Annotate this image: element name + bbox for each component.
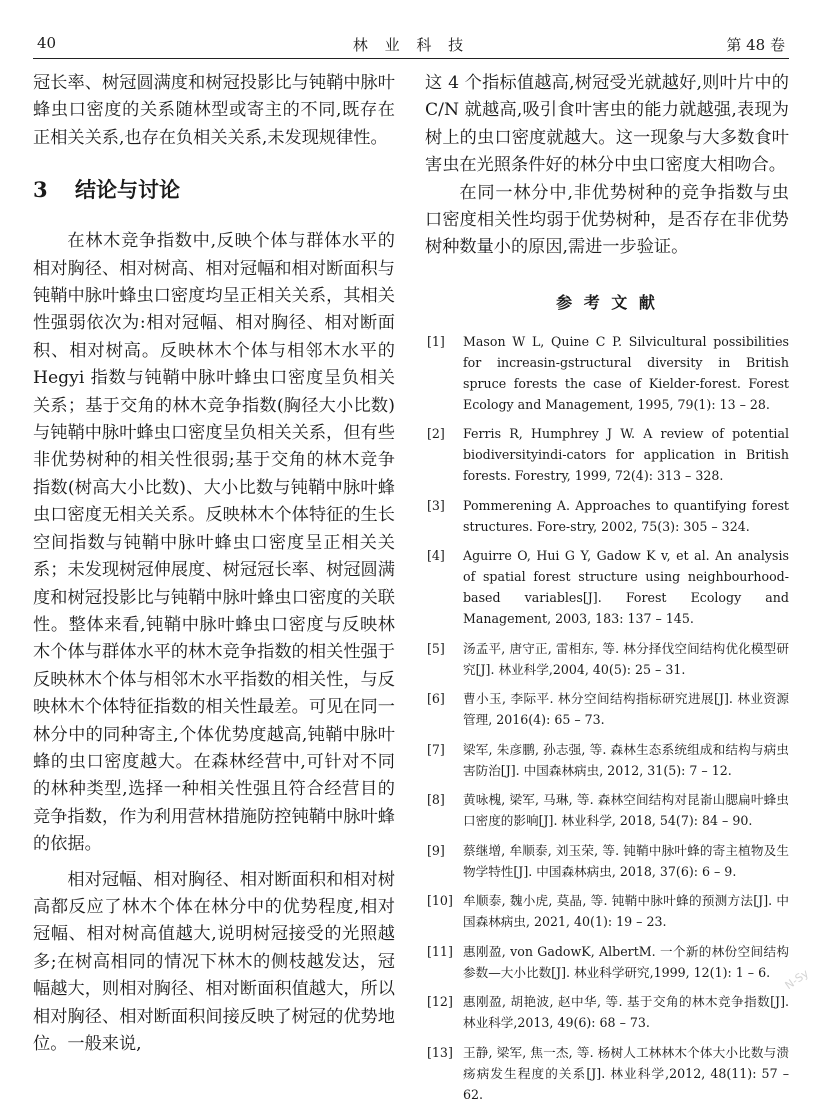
reference-item bbox=[425, 495, 789, 537]
reference-item bbox=[425, 991, 789, 1033]
reference-text: Pommerening A. Approaches to quantifying forest structures. Fore-stry, 2002, 75(3): 305 – 324. bbox=[463, 497, 789, 534]
reference-item bbox=[425, 1042, 789, 1105]
reference-item bbox=[425, 941, 789, 983]
reference-list bbox=[425, 331, 789, 1105]
reference-number: [1] bbox=[427, 333, 445, 349]
reference-text: 惠刚盈, von GadowK, AlbertM. 一个新的林份空间结构参数—大小比数[J]. 林业科学研究,1999, 12(1): 1 – 6. bbox=[463, 943, 789, 980]
right-column bbox=[425, 70, 789, 1113]
reference-number: [5] bbox=[427, 640, 445, 656]
reference-number: [13] bbox=[427, 1044, 453, 1060]
section-number: 3 bbox=[33, 177, 48, 203]
reference-number: [4] bbox=[427, 548, 445, 564]
reference-number: [6] bbox=[427, 691, 445, 707]
reference-text: 王静, 梁军, 焦一杰, 等. 杨树人工林林木个体大小比数与溃疡病发生程度的关系[J]. 林业科学,2012, 48(11): 57 – 62. bbox=[463, 1044, 789, 1102]
reference-text: 黄咏槐, 梁军, 马琳, 等. 森林空间结构对昆嵛山腮扁叶蜂虫口密度的影响[J]. 林业科学, 2018, 54(7): 84 – 90. bbox=[463, 792, 789, 829]
reference-text: 惠刚盈, 胡艳波, 赵中华, 等. 基于交角的林木竞争指数[J]. 林业科学,2013, 49(6): 68 – 73. bbox=[463, 994, 789, 1031]
section-title: 结论与讨论 bbox=[75, 177, 180, 203]
reference-number: [7] bbox=[427, 741, 445, 757]
volume-label: 第 48 卷 bbox=[726, 36, 785, 54]
reference-item bbox=[425, 545, 789, 629]
paragraph-conclusion: 在林木竞争指数中,反映个体与群体水平的相对胸径、相对树高、相对冠幅和相对断面积与钝鞘中脉叶蜂虫口密度均呈正相关关系，其相关性强弱依次为:相对冠幅、相对胸径、相对断面积、相对树高。反映林木个体与相邻木水平的 Hegyi 指数与钝鞘中脉叶蜂虫口密度呈负相关关系；基于交角的林木竞争指数(胸径大小比数)与钝鞘中脉叶蜂虫口密度呈负相关关系，但有些非优势树种的相关性很弱;基于交角的林木竞争指数(树高大小比数)、大小比数与钝鞘中脉叶蜂虫口密度无相关关系。反映林木个体特征的生长空间指数与钝鞘中脉叶蜂虫口密度呈正相关关系；未发现树冠伸展度、树冠冠长率、树冠圆满度和树冠投影比与钝鞘中脉叶蜂虫口密度的关联性。整体来看,钝鞘中脉叶蜂虫口密度与反映林木个体与群体水平的林木竞争指数的相关性强于反映林木个体与相邻木水平指数的相关性，与反映林木个体特征指数的相关性最差。可见在同一林分中的同种寄主,个体优势度越高,钝鞘中脉叶蜂的虫口密度越大。在森林经营中,可针对不同的林种类型,选择一种相关性强且符合经营目的竞争指数，作为利用营林措施防控钝鞘中脉叶蜂的依据。 bbox=[33, 231, 395, 855]
paragraph-continued: 冠长率、树冠圆满度和树冠投影比与钝鞘中脉叶蜂虫口密度的关系随林型或寄主的不同,既存在正相关关系,也存在负相关关系,未发现规律性。 bbox=[33, 73, 395, 148]
reference-item bbox=[425, 331, 789, 415]
reference-text: Ferris R, Humphrey J W. A review of potential biodiversityindi-cators for application in British forests. Forestry, 1999, 72(4): 313 – 328. bbox=[463, 426, 789, 484]
paragraph-discussion: 相对冠幅、相对胸径、相对断面积和相对树高都反应了林木个体在林分中的优势程度,相对冠幅、相对树高值越大,说明树冠接受的光照越多;在树高相同的情况下林木的侧枝越发达，冠幅越大，则相对胸径、相对断面积值越大，所以相对胸径、相对断面积间接反映了树冠的优势地位。一般来说, bbox=[33, 869, 395, 1054]
section-heading bbox=[33, 166, 395, 214]
reference-text: 蔡继增, 牟顺泰, 刘玉荣, 等. 钝鞘中脉叶蜂的寄主植物及生物学特性[J]. 中国森林病虫, 2018, 37(6): 6 – 9. bbox=[463, 842, 789, 879]
reference-item bbox=[425, 638, 789, 680]
reference-number: [12] bbox=[427, 994, 453, 1010]
reference-number: [9] bbox=[427, 842, 445, 858]
reference-item bbox=[425, 688, 789, 730]
page-header bbox=[33, 30, 789, 59]
reference-text: Mason W L, Quine C P. Silvicultural possibilities for increasin-gstructural diversity in British spruce forests the case of Kielder-forest. Forest Ecology and Management, 1995, 79(1): 13 – 28. bbox=[463, 333, 789, 412]
reference-text: Aguirre O, Hui G Y, Gadow K v, et al. An analysis of spatial forest structure using neighbourhood-based variables[J]. Forest Ecology and Management, 2003, 183: 137 – 145. bbox=[463, 548, 789, 627]
reference-item bbox=[425, 739, 789, 781]
reference-text: 曹小玉, 李际平. 林分空间结构指标研究进展[J]. 林业资源管理, 2016(4): 65 – 73. bbox=[463, 691, 789, 728]
paragraph-nondominant: 在同一林分中,非优势树种的竞争指数与虫口密度相关性均弱于优势树种，是否存在非优势树种数量小的原因,需进一步验证。 bbox=[425, 182, 789, 258]
reference-text: 汤孟平, 唐守正, 雷相东, 等. 林分择伐空间结构优化模型研究[J]. 林业科学,2004, 40(5): 25 – 31. bbox=[463, 640, 789, 677]
page-number: 40 bbox=[37, 34, 57, 52]
reference-item bbox=[425, 789, 789, 831]
watermark-text: N-Sy bbox=[782, 966, 812, 993]
reference-number: [10] bbox=[427, 893, 453, 909]
paragraph-continued-right: 这 4 个指标值越高,树冠受光就越好,则叶片中的 C/N 就越高,吸引食叶害虫的能力就越强,表现为树上的虫口密度就越大。这一现象与大多数食叶害虫在光照条件好的林分中虫口密度大相吻合。 bbox=[425, 73, 789, 176]
reference-item bbox=[425, 840, 789, 882]
reference-text: 牟顺泰, 魏小虎, 莫晶, 等. 钝鞘中脉叶蜂的预测方法[J]. 中国森林病虫, 2021, 40(1): 19 – 23. bbox=[463, 893, 789, 930]
left-column bbox=[33, 70, 395, 1058]
reference-text: 梁军, 朱彦鹏, 孙志强, 等. 森林生态系统组成和结构与病虫害防治[J]. 中国森林病虫, 2012, 31(5): 7 – 12. bbox=[463, 741, 789, 778]
references-heading: 参 考 文 献 bbox=[556, 292, 658, 312]
reference-item bbox=[425, 890, 789, 932]
reference-item bbox=[425, 423, 789, 486]
reference-number: [2] bbox=[427, 426, 445, 442]
reference-number: [8] bbox=[427, 792, 445, 808]
journal-title: 林 业 科 技 bbox=[352, 36, 470, 54]
reference-number: [3] bbox=[427, 497, 445, 513]
reference-number: [11] bbox=[427, 943, 453, 959]
